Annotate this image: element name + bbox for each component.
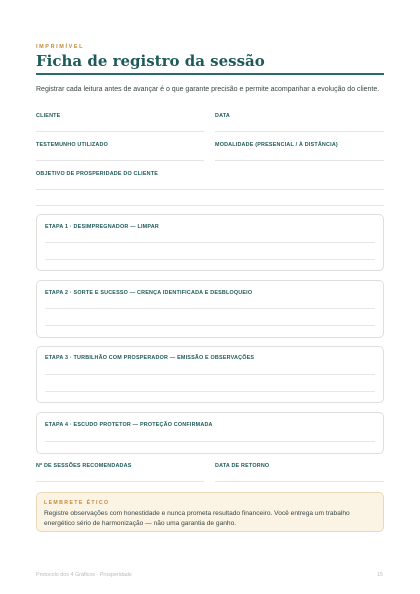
witness-field[interactable] <box>36 160 204 161</box>
stage-1-box <box>36 214 384 271</box>
date-field[interactable] <box>215 131 384 132</box>
stage-3-line-1[interactable] <box>45 374 375 375</box>
objective-field-line-2[interactable] <box>36 205 384 206</box>
sessions-field[interactable] <box>36 481 204 482</box>
stage-1-title: ETAPA 1 · DESIMPREGNADOR — LIMPAR <box>45 224 159 230</box>
stage-3-title: ETAPA 3 · TURBILHÃO COM PROSPERADOR — EMISSÃO E OBSERVAÇÕES <box>45 355 255 361</box>
witness-label: TESTEMUNHO UTILIZADO <box>36 142 108 148</box>
ethics-note-title: LEMBRETE ÉTICO <box>44 500 110 506</box>
ethics-note-text: Registre observações com honestidade e nunca prometa resultado financeiro. Você entrega um trabalho energético sério de harmonização — não uma garantia de ganho. <box>44 510 350 527</box>
page-title: Ficha de registro da sessão <box>36 52 265 70</box>
objective-field-line-1[interactable] <box>36 189 384 190</box>
stage-2-title: ETAPA 2 · SORTE E SUCESSO — CRENÇA IDENTIFICADA E DESBLOQUEIO <box>45 290 253 296</box>
return-date-field[interactable] <box>215 481 384 482</box>
stage-2-box <box>36 280 384 338</box>
page-number: 15 <box>377 572 383 578</box>
modality-field[interactable] <box>215 160 384 161</box>
title-divider <box>36 73 384 75</box>
stage-4-box <box>36 412 384 454</box>
stage-3-line-2[interactable] <box>45 391 375 392</box>
stage-4-title: ETAPA 4 · ESCUDO PROTETOR — PROTEÇÃO CONFIRMADA <box>45 422 213 428</box>
stage-1-line-1[interactable] <box>45 242 375 243</box>
client-field[interactable] <box>36 131 204 132</box>
eyebrow-label: IMPRIMÍVEL <box>36 44 85 50</box>
stage-4-line-1[interactable] <box>45 441 375 442</box>
footer-label: Protocolo dos 4 Gráficos · Prosperidade <box>36 572 132 578</box>
stage-1-line-2[interactable] <box>45 259 375 260</box>
stage-2-line-2[interactable] <box>45 325 375 326</box>
ethics-note <box>36 492 384 532</box>
intro-text: Registrar cada leitura antes de avançar é o que garante precisão e permite acompanhar a evolução do cliente. <box>36 86 380 93</box>
stage-2-line-1[interactable] <box>45 308 375 309</box>
sessions-label: Nº DE SESSÕES RECOMENDADAS <box>36 463 132 469</box>
return-date-label: DATA DE RETORNO <box>215 463 270 469</box>
objective-label: OBJETIVO DE PROSPERIDADE DO CLIENTE <box>36 171 159 177</box>
stage-3-box <box>36 346 384 403</box>
date-label: DATA <box>215 113 230 119</box>
modality-label: MODALIDADE (PRESENCIAL / À DISTÂNCIA) <box>215 142 338 148</box>
client-label: CLIENTE <box>36 113 61 119</box>
